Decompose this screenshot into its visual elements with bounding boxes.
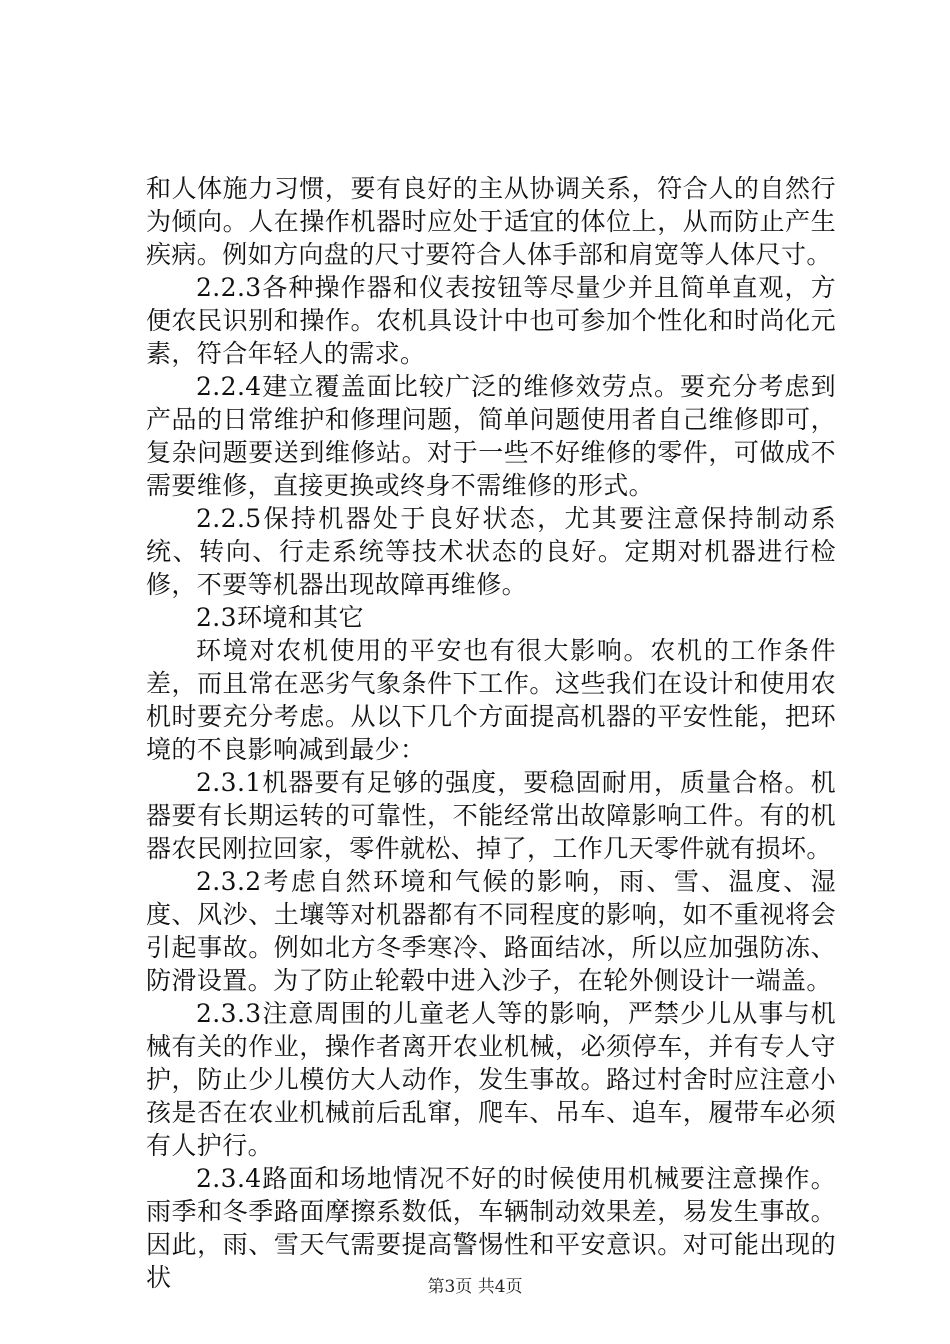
paragraph-2-3-1: 2.3.1机器要有足够的强度，要稳固耐用，质量合格。机器要有长期运转的可靠性，不能经常出故障影响工件。有的机器农民刚拉回家，零件就松、掉了，工作几天零件就有损坏。 <box>146 768 836 863</box>
paragraph-2-3-2: 2.3.2考虑自然环境和气候的影响，雨、雪、温度、湿度、风沙、土壤等对机器都有不同程度的影响，如不重视将会引起事故。例如北方冬季寒冷、路面结冰，所以应加强防冻、防滑设置。为了防止轮毂中进入沙子，在轮外侧设计一端盖。 <box>146 867 836 995</box>
paragraph-2-2-3: 2.2.3各种操作器和仪表按钮等尽量少并且简单直观，方便农民识别和操作。农机具设计中也可参加个性化和时尚化元素，符合年轻人的需求。 <box>146 273 836 368</box>
paragraph-environment: 环境对农机使用的平安也有很大影响。农机的工作条件差，而且常在恶劣气象条件下工作。这些我们在设计和使用农机时要充分考虑。从以下几个方面提高机器的平安性能，把环境的不良影响减到最少： <box>146 636 836 764</box>
paragraph-1: 和人体施力习惯，要有良好的主从协调关系，符合人的自然行为倾向。人在操作机器时应处于适宜的体位上，从而防止产生疾病。例如方向盘的尺寸要符合人体手部和肩宽等人体尺寸。 <box>146 174 836 269</box>
paragraph-2-3-4: 2.3.4路面和场地情况不好的时候使用机械要注意操作。雨季和冬季路面摩擦系数低，车辆制动效果差，易发生事故。因此，雨、雪天气需要提高警惕性和平安意识。对可能出现的状 <box>146 1164 836 1292</box>
paragraph-2-2-5: 2.2.5保持机器处于良好状态，尤其要注意保持制动系统、转向、行走系统等技术状态的良好。定期对机器进行检修，不要等机器出现故障再维修。 <box>146 504 836 599</box>
body-text <box>146 172 836 1294</box>
page-number-footer: 第3页 共4页 <box>427 1277 523 1297</box>
paragraph-2-3-3: 2.3.3注意周围的儿童老人等的影响，严禁少儿从事与机械有关的作业，操作者离开农业机械，必须停车，并有专人守护，防止少儿模仿大人动作，发生事故。路过村舍时应注意小孩是否在农业机械前后乱窜，爬车、吊车、追车，履带车必须有人护行。 <box>146 999 836 1160</box>
paragraph-2-2-4: 2.2.4建立覆盖面比较广泛的维修效劳点。要充分考虑到产品的日常维护和修理问题，简单问题使用者自己维修即可，复杂问题要送到维修站。对于一些不好维修的零件，可做成不需要维修，直接更换或终身不需维修的形式。 <box>146 372 836 500</box>
section-heading-2-3: 2.3环境和其它 <box>196 603 364 632</box>
